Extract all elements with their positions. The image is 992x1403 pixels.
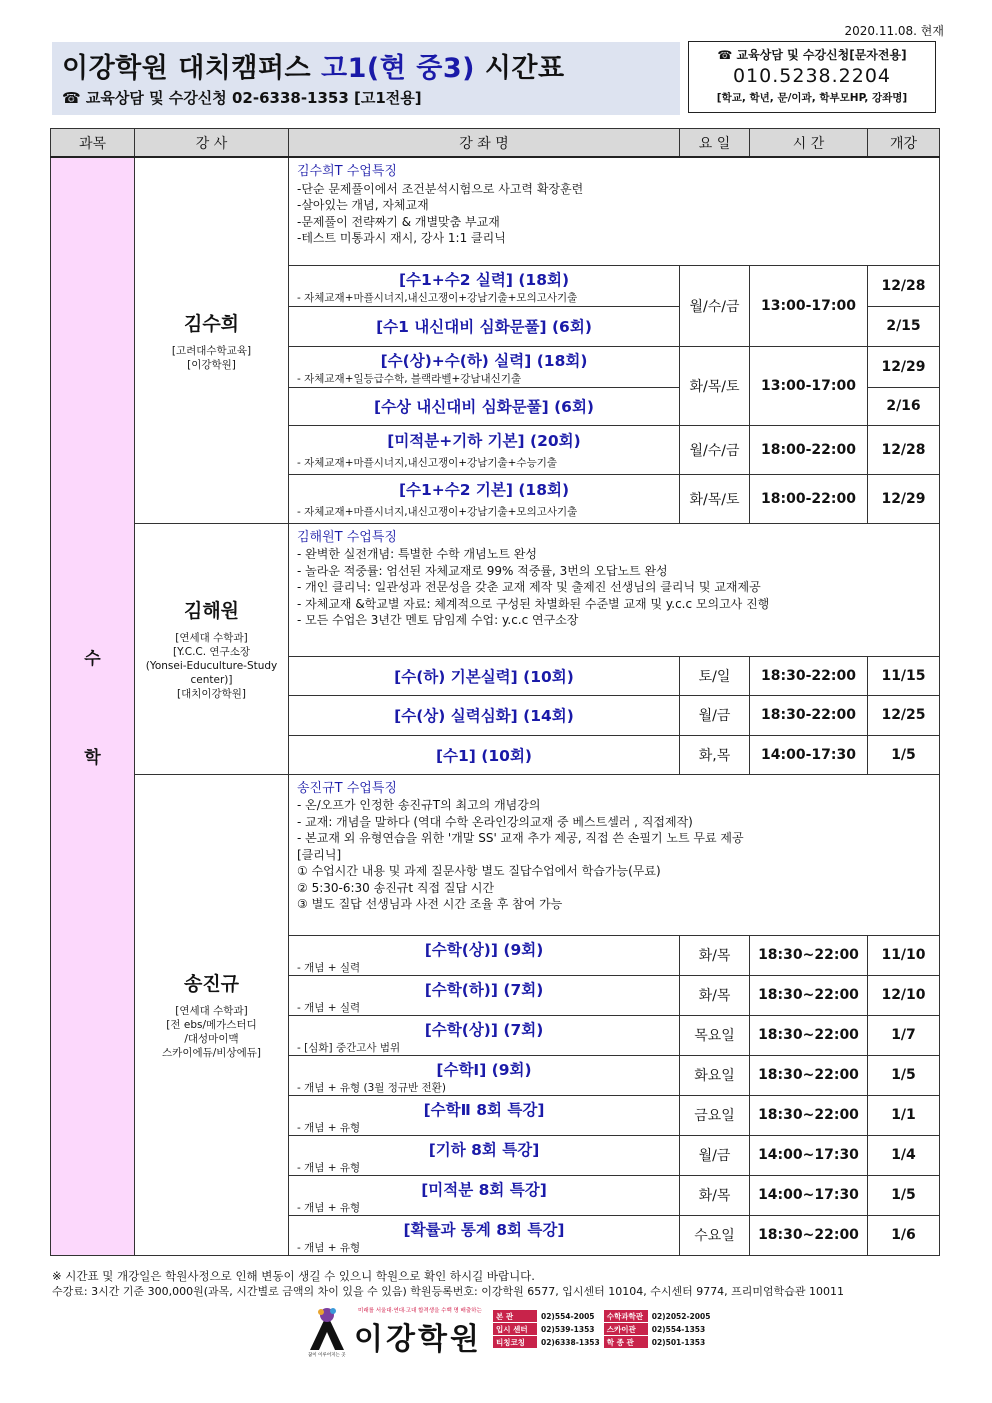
page-title bbox=[62, 46, 565, 85]
subject-line1: 수 bbox=[84, 649, 101, 670]
feature-line: [클리닉] bbox=[297, 847, 342, 862]
teacher-name: 송진규 bbox=[183, 973, 240, 995]
course-open-date: 12/28 bbox=[868, 265, 940, 306]
course-title: [미적분+기하 기본] (20회) bbox=[387, 431, 581, 450]
title-grade: 고1(현 중3) bbox=[321, 53, 475, 84]
course-cell bbox=[289, 1175, 680, 1215]
course-open-date: 11/15 bbox=[868, 656, 940, 695]
title-suffix: 시간표 bbox=[474, 53, 565, 84]
course-title: [기하 8회 특강] bbox=[428, 1140, 540, 1159]
course-time: 13:00-17:00 bbox=[750, 265, 868, 346]
course-open-date: 11/10 bbox=[868, 935, 940, 975]
branch-name: 입시 센터 bbox=[493, 1323, 538, 1336]
feature-line: - 개인 클리닉: 일관성과 전문성을 갖춘 교재 제작 및 출제진 선생님의 클리닉 및 교재제공 bbox=[297, 580, 761, 594]
feature-line: -테스트 미통과시 재시, 강사 1:1 클리닉 bbox=[297, 231, 506, 245]
course-title: [수(하) 기본실력] (10회) bbox=[394, 667, 574, 686]
logo-name: 이강학원 bbox=[354, 1322, 482, 1357]
table-row bbox=[51, 523, 940, 656]
course-cell bbox=[289, 656, 680, 695]
course-time: 18:30-22:00 bbox=[750, 695, 868, 735]
sms-contact-box bbox=[688, 41, 936, 113]
header-row bbox=[51, 129, 940, 158]
feature-line: ① 수업시간 내용 및 과제 질문사항 별도 질답수업에서 학습가능(무료) bbox=[297, 864, 661, 878]
teacher-credential: center)] bbox=[190, 674, 233, 686]
features-title: 김해원T 수업특징 bbox=[297, 529, 397, 545]
course-title: [수학(상)] (9회) bbox=[424, 940, 544, 959]
course-title: [미적분 8회 특강] bbox=[421, 1180, 547, 1199]
course-open-date: 1/7 bbox=[868, 1015, 940, 1055]
teacher-cell bbox=[135, 157, 289, 523]
course-days: 월/수/금 bbox=[680, 425, 750, 474]
course-days: 화/목 bbox=[680, 935, 750, 975]
branch-name: 학 종 관 bbox=[603, 1336, 648, 1349]
sms-contact-label: ☎ 교육상담 및 수강신청[문자전용] bbox=[717, 48, 907, 62]
course-cell bbox=[289, 1215, 680, 1255]
course-days: 화요일 bbox=[680, 1055, 750, 1095]
course-cell bbox=[289, 695, 680, 735]
course-time: 18:30~22:00 bbox=[750, 1095, 868, 1135]
col-course: 강 좌 명 bbox=[289, 129, 680, 158]
course-time: 14:00-17:30 bbox=[750, 735, 868, 774]
course-title: [수1] (10회) bbox=[435, 746, 533, 765]
logo-mark-icon bbox=[306, 1306, 348, 1354]
course-title: [수학(하)] (7회) bbox=[424, 980, 544, 999]
teacher-credential: [연세대 수학과] bbox=[175, 1005, 248, 1017]
feature-line: -살아있는 개념, 자체교재 bbox=[297, 198, 429, 212]
sms-contact-note: [학교, 학년, 문/이과, 학부모HP, 강좌명] bbox=[716, 92, 908, 104]
course-title: [수상 내신대비 심화문풀] (6회) bbox=[373, 398, 594, 416]
teacher-name: 김해원 bbox=[183, 600, 240, 622]
course-cell bbox=[289, 346, 680, 387]
branch-name: 티칭코칭 bbox=[493, 1336, 538, 1349]
col-subject: 과목 bbox=[51, 129, 135, 158]
course-cell bbox=[289, 474, 680, 523]
teacher-credential: [연세대 수학과] bbox=[175, 632, 248, 644]
course-open-date: 12/29 bbox=[868, 346, 940, 387]
course-cell bbox=[289, 1135, 680, 1175]
branch-phone: 02)554-1353 bbox=[648, 1323, 714, 1336]
course-title: [확률과 통계 8회 특강] bbox=[403, 1220, 565, 1239]
teacher-credential: [대치이강학원] bbox=[176, 688, 247, 700]
course-time: 18:30~22:00 bbox=[750, 935, 868, 975]
branch-name: 본 관 bbox=[493, 1310, 538, 1323]
course-cell bbox=[289, 425, 680, 474]
features-title: 송진규T 수업특징 bbox=[297, 780, 397, 796]
branch-name: 수학과학관 bbox=[603, 1310, 648, 1323]
course-time: 18:30-22:00 bbox=[750, 656, 868, 695]
course-days: 수요일 bbox=[680, 1215, 750, 1255]
course-time: 18:30~22:00 bbox=[750, 975, 868, 1015]
teacher-credential: /대성마이맥 bbox=[184, 1033, 239, 1045]
branch-phone: 02)554-2005 bbox=[538, 1310, 604, 1323]
course-title: [수학Ⅰ] (9회) bbox=[436, 1060, 532, 1079]
course-title: [수1 내신대비 심화문풀] (6회) bbox=[376, 318, 592, 336]
course-title: [수학(상)] (7회) bbox=[424, 1020, 544, 1039]
teacher-cell bbox=[135, 774, 289, 1255]
course-note: - 자체교재+마플시너지,내신고쟁이+강남기출+모의고사기출 bbox=[297, 505, 578, 518]
course-title: [수학Ⅱ 8회 특강] bbox=[423, 1100, 545, 1119]
course-days: 화/목/토 bbox=[680, 346, 750, 425]
teacher-cell bbox=[135, 523, 289, 774]
course-note: - 자체교재+일등급수학, 블랙라벨+강남내신기출 bbox=[297, 372, 522, 385]
course-note: - 자체교재+마플시너지,내신고쟁이+강남기출+모의고사기출 bbox=[297, 291, 578, 304]
notice-text: ※ 시간표 및 개강일은 학원사정으로 인해 변동이 생길 수 있으니 학원으로 확인 하시길 바랍니다. bbox=[52, 1269, 535, 1283]
col-time: 시 간 bbox=[750, 129, 868, 158]
features-title: 김수희T 수업특징 bbox=[297, 164, 397, 179]
teacher-features bbox=[289, 157, 940, 265]
course-time: 18:00-22:00 bbox=[750, 425, 868, 474]
branch-name: 스카이관 bbox=[603, 1323, 648, 1336]
course-open-date: 12/25 bbox=[868, 695, 940, 735]
course-time: 18:00-22:00 bbox=[750, 474, 868, 523]
feature-line: - 놀라운 적중률: 엄선된 자체교재로 99% 적중률, 3번의 오답노트 완성 bbox=[297, 563, 668, 578]
subject-line2: 학 bbox=[84, 748, 101, 769]
branch-contacts bbox=[492, 1309, 714, 1349]
course-note: - 개념 + 실력 bbox=[297, 961, 361, 974]
branch-row bbox=[493, 1336, 714, 1349]
course-open-date: 12/29 bbox=[868, 474, 940, 523]
teacher-credential: (Yonsei-Educulture-Study bbox=[145, 660, 278, 672]
feature-line: ③ 별도 질답 선생님과 사전 시간 조율 후 참여 가능 bbox=[297, 897, 563, 911]
teacher-credential: [Y.C.C. 연구소장 bbox=[173, 646, 250, 658]
course-cell bbox=[289, 1095, 680, 1135]
feature-line: - 본교재 외 유형연습을 위한 '개말 SS' 교재 추가 제공, 직접 쓴 손필기 노트 무료 제공 bbox=[297, 831, 744, 845]
course-time: 13:00-17:00 bbox=[750, 346, 868, 425]
branch-phone: 02)501-1353 bbox=[648, 1336, 714, 1349]
course-cell bbox=[289, 306, 680, 346]
course-open-date: 1/4 bbox=[868, 1135, 940, 1175]
title-prefix: 이강학원 대치캠퍼스 bbox=[62, 53, 322, 84]
sms-phone-number: 010.5238.2204 bbox=[732, 65, 892, 87]
course-days: 금요일 bbox=[680, 1095, 750, 1135]
course-open-date: 2/15 bbox=[868, 306, 940, 346]
course-note: - 개념 + 유형 bbox=[297, 1241, 361, 1254]
course-days: 화,목 bbox=[680, 735, 750, 774]
teacher-features bbox=[289, 523, 940, 656]
course-days: 월/수/금 bbox=[680, 265, 750, 346]
course-cell bbox=[289, 1015, 680, 1055]
timetable bbox=[50, 128, 940, 1256]
branch-row bbox=[493, 1310, 714, 1323]
course-title: [수1+수2 실력] (18회) bbox=[398, 270, 570, 289]
logo-tagline: 꿈이 이루어지는 곳 bbox=[308, 1353, 346, 1358]
course-open-date: 12/10 bbox=[868, 975, 940, 1015]
col-teacher: 강 사 bbox=[135, 129, 289, 158]
course-open-date: 1/5 bbox=[868, 1175, 940, 1215]
course-days: 토/일 bbox=[680, 656, 750, 695]
course-note: - 자체교재+마플시너지,내신고쟁이+강남기출+수능기출 bbox=[297, 456, 558, 469]
course-time: 18:30~22:00 bbox=[750, 1055, 868, 1095]
course-cell bbox=[289, 975, 680, 1015]
course-cell bbox=[289, 735, 680, 774]
branch-phone: 02)2052-2005 bbox=[648, 1310, 714, 1323]
course-time: 14:00~17:30 bbox=[750, 1175, 868, 1215]
course-cell bbox=[289, 265, 680, 306]
course-days: 월/금 bbox=[680, 695, 750, 735]
teacher-features bbox=[289, 774, 940, 935]
teacher-name: 김수희 bbox=[183, 312, 240, 335]
branch-row bbox=[493, 1323, 714, 1336]
feature-line: - 자체교재 &학교별 자료: 체계적으로 구성된 차별화된 수준별 교재 및 y.c.c 모의고사 진행 bbox=[297, 596, 770, 611]
page-subtitle: ☎ 교육상담 및 수강신청 02-6338-1353 [고1전용] bbox=[62, 89, 422, 107]
course-cell bbox=[289, 387, 680, 425]
course-note: - 개념 + 유형 bbox=[297, 1161, 361, 1174]
logo-slogan: 미래를 서울대·연대·고대 합격생을 수백 명 배출하는 bbox=[358, 1308, 482, 1314]
course-open-date: 12/28 bbox=[868, 425, 940, 474]
course-cell bbox=[289, 1055, 680, 1095]
branch-phone: 02)6338-1353 bbox=[538, 1336, 604, 1349]
table-row bbox=[51, 157, 940, 265]
course-note: - 개념 + 실력 bbox=[297, 1001, 361, 1014]
date-stamp: 2020.11.08. 현재 bbox=[844, 24, 944, 38]
col-open: 개강 bbox=[868, 129, 940, 158]
course-time: 18:30~22:00 bbox=[750, 1215, 868, 1255]
feature-line: - 온/오프가 인정한 송진규T의 최고의 개념강의 bbox=[297, 798, 541, 812]
feature-line: -문제풀이 전략짜기 & 개별맞춤 부교재 bbox=[297, 214, 500, 229]
teacher-credential: [고려대수학교육] bbox=[171, 344, 252, 357]
subject-cell bbox=[51, 157, 135, 1255]
course-open-date: 1/6 bbox=[868, 1215, 940, 1255]
course-title: [수1+수2 기본] (18회) bbox=[398, 480, 570, 499]
course-days: 화/목/토 bbox=[680, 474, 750, 523]
feature-line: - 완벽한 실전개념: 특별한 수학 개념노트 완성 bbox=[297, 547, 537, 561]
table-row bbox=[51, 774, 940, 935]
course-days: 화/목 bbox=[680, 975, 750, 1015]
course-note: - 개념 + 유형 (3월 정규반 전환) bbox=[297, 1081, 446, 1094]
course-time: 14:00~17:30 bbox=[750, 1135, 868, 1175]
course-days: 화/목 bbox=[680, 1175, 750, 1215]
course-open-date: 1/1 bbox=[868, 1095, 940, 1135]
course-time: 18:30~22:00 bbox=[750, 1015, 868, 1055]
teacher-credential: [이강학원] bbox=[187, 358, 236, 371]
col-days: 요 일 bbox=[680, 129, 750, 158]
course-days: 월/금 bbox=[680, 1135, 750, 1175]
course-title: [수(상) 실력심화] (14회) bbox=[394, 707, 574, 725]
course-note: - 개념 + 유형 bbox=[297, 1121, 361, 1134]
course-cell bbox=[289, 935, 680, 975]
course-open-date: 1/5 bbox=[868, 735, 940, 774]
course-days: 목요일 bbox=[680, 1015, 750, 1055]
teacher-credential: [전 ebs/메가스터디 bbox=[166, 1019, 257, 1031]
course-open-date: 2/16 bbox=[868, 387, 940, 425]
feature-line: - 모든 수업은 3년간 멘토 담임제 수업: y.c.c 연구소장 bbox=[297, 613, 579, 627]
course-title: [수(상)+수(하) 실력] (18회) bbox=[380, 351, 588, 370]
title-banner bbox=[52, 42, 680, 115]
course-note: - [심화] 중간고사 범위 bbox=[297, 1041, 401, 1054]
fee-text: 수강료: 3시간 기준 300,000원(과목, 시간별로 금액의 차이 있을 수 있음) 학원등록번호: 이강학원 6577, 입시센터 10104, 수시센터 9774, 프리미엄학습관 10011 bbox=[52, 1285, 845, 1298]
feature-line: -단순 문제풀이에서 조건분석시험으로 사고력 확장훈련 bbox=[297, 181, 584, 196]
branch-phone: 02)539-1353 bbox=[538, 1323, 604, 1336]
feature-line: - 교재: 개념을 말하다 (역대 수학 온라인강의교재 중 베스트셀러 , 직접제작) bbox=[297, 814, 693, 829]
course-note: - 개념 + 유형 bbox=[297, 1201, 361, 1214]
feature-line: ② 5:30-6:30 송진규t 직접 질답 시간 bbox=[297, 880, 495, 895]
course-open-date: 1/5 bbox=[868, 1055, 940, 1095]
teacher-credential: 스카이에듀/비상에듀] bbox=[162, 1047, 261, 1059]
